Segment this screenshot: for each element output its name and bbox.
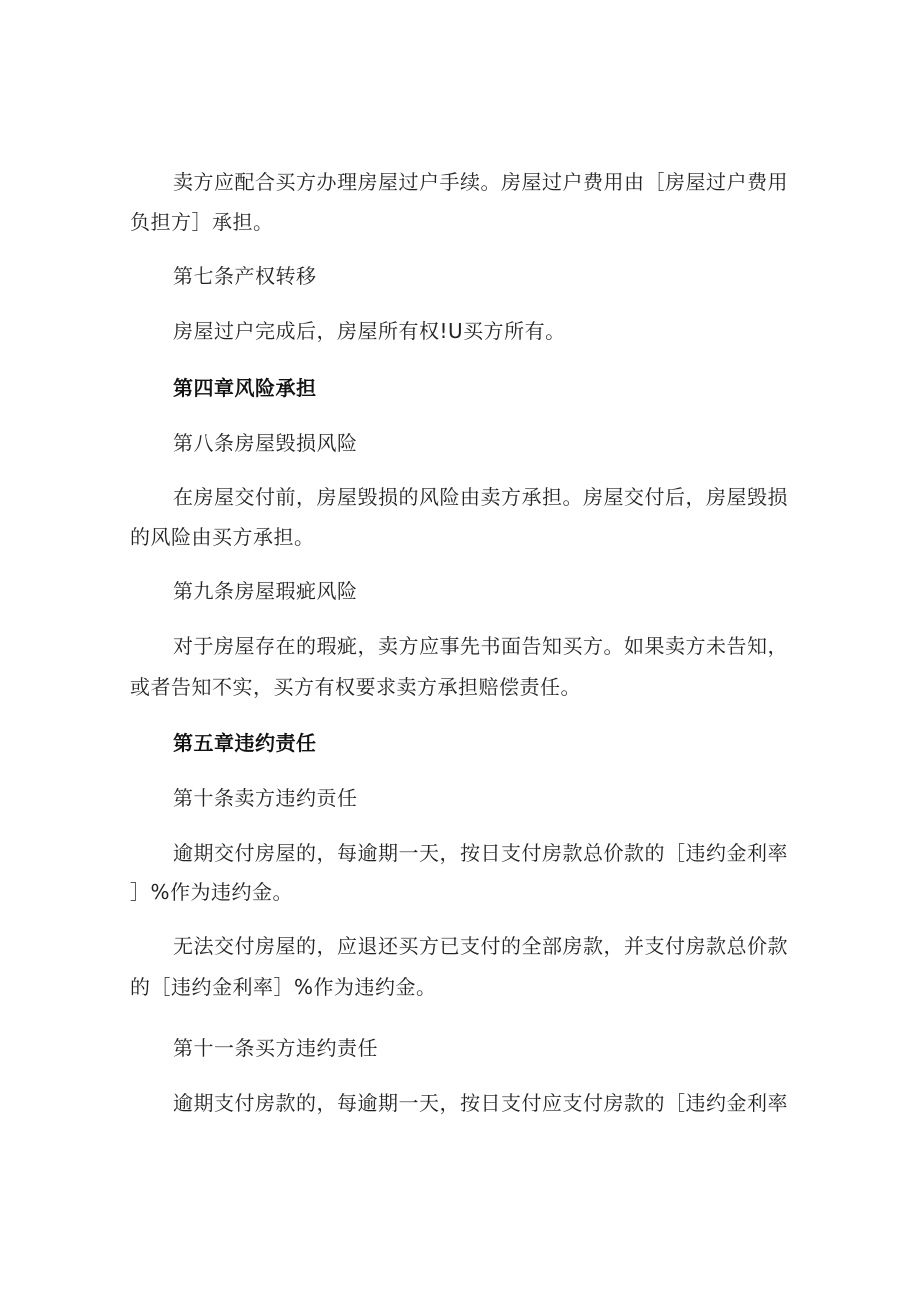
paragraph-line: 负担方］承担。 <box>130 210 274 234</box>
paragraph-line: 房屋过户完成后，房屋所有权!U买方所有。 <box>173 319 566 343</box>
paragraph-line: 在房屋交付前，房屋毁损的风险由卖方承担。房屋交付后，房屋毁损 <box>173 485 788 509</box>
paragraph-line: 逾期交付房屋的，每逾期一天，按日支付房款总价款的［违约金利率 <box>173 841 788 865</box>
paragraph-line: 或者告知不实，买方有权要求卖方承担赔偿责任。 <box>130 675 581 699</box>
chapter-heading: 第四章风险承担 <box>173 376 317 400</box>
paragraph-line: 逾期支付房款的，每逾期一天，按日支付应支付房款的［违约金利率 <box>173 1091 788 1115</box>
paragraph-line: 的风险由买方承担。 <box>130 525 315 549</box>
article-heading: 第八条房屋毁损风险 <box>173 431 358 455</box>
paragraph-line: 卖方应配合买方办理房屋过户手续。房屋过户费用由［房屋过户费用 <box>173 170 788 194</box>
paragraph-line: 对于房屋存在的瑕疵，卖方应事先书面告知买方。如果卖方未告知， <box>173 634 788 658</box>
paragraph-line: ］%作为违约金。 <box>130 880 294 904</box>
article-heading: 第十条卖方违约贡任 <box>173 786 358 810</box>
paragraph-line: 无法交付房屋的，应退还买方已支付的全部房款，并支付房款总价款 <box>173 934 788 958</box>
article-heading: 第九条房屋瑕疵风险 <box>173 579 358 603</box>
article-heading: 第十一条买方违约责任 <box>173 1036 378 1060</box>
article-heading: 第七条产权转移 <box>173 264 317 288</box>
paragraph-line: 的［违约金利率］%作为违约金。 <box>130 975 437 999</box>
chapter-heading: 第五章违约责任 <box>173 731 317 755</box>
